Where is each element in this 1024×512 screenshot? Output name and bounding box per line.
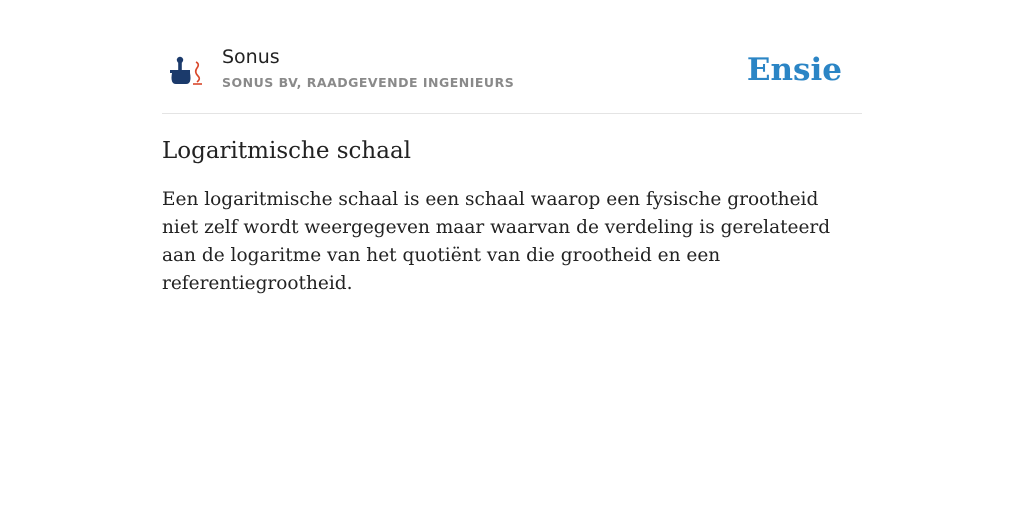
org-subtitle: SONUS BV, RAADGEVENDE INGENIEURS: [222, 75, 515, 90]
brand-logo[interactable]: Ensie: [746, 52, 842, 88]
sonus-logo-icon: [166, 54, 206, 88]
org-name: Sonus: [222, 46, 280, 68]
entry-title: Logaritmische schaal: [162, 138, 412, 164]
entry-header: [162, 38, 862, 114]
entry-card: [162, 38, 862, 298]
entry-definition: Een logaritmische schaal is een schaal waarop een fysische grootheid niet zelf wordt weergegeven maar waarvan de verdeling is gerelateerd aan de logaritme van het quotiënt van die grootheid en een referentiegrootheid.: [162, 189, 831, 294]
